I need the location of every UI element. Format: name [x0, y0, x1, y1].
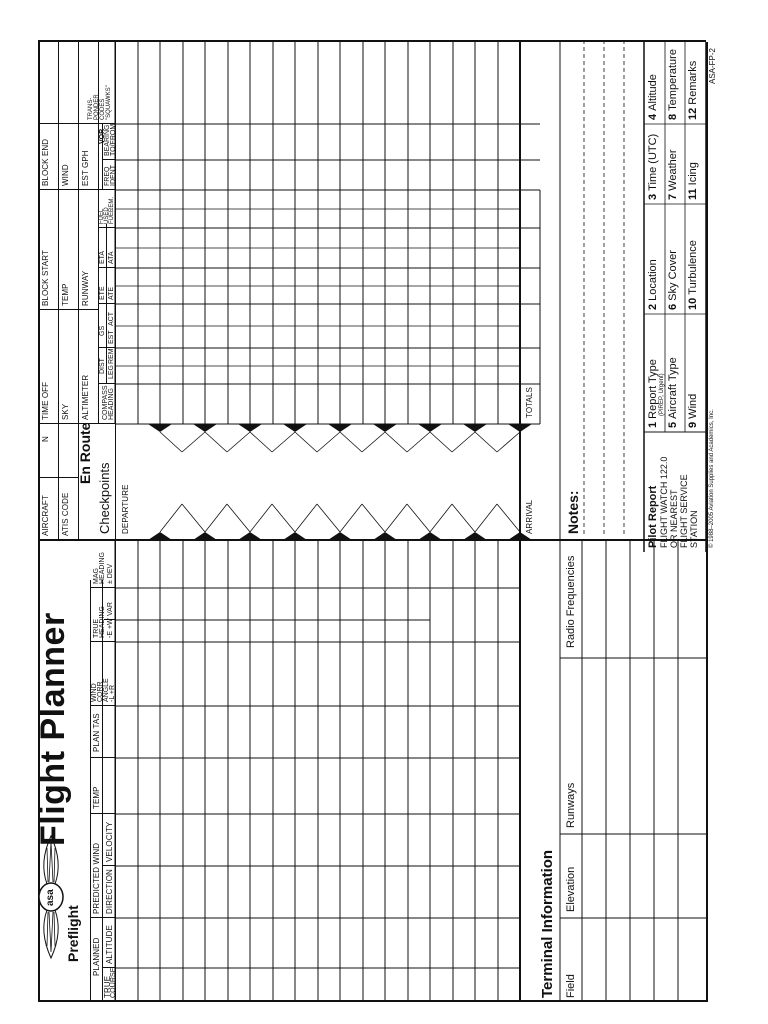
pirep-item-number: 6: [667, 300, 679, 310]
checkpoint-diagonal: [205, 432, 227, 452]
checkpoint-diagonal: [452, 504, 475, 532]
vor-label: VOR: [99, 128, 106, 144]
eta-label: ETA: [99, 250, 106, 264]
pirep-item-label: Report Type: [647, 359, 659, 419]
aircraft-label: AIRCRAFT: [41, 495, 50, 536]
checkpoint-diagonal: [430, 504, 452, 532]
checkpoints-label: Checkpoints: [97, 462, 112, 534]
checkpoint-diagonal: [475, 432, 497, 452]
pirep-item-label: Temperature: [667, 49, 679, 111]
arrival-label: ARRIVAL: [525, 499, 534, 534]
checkpoint-arrow-icon: [418, 424, 442, 432]
pirep-item: [668, 149, 679, 200]
pirep-item: [648, 259, 659, 310]
velocity-label: VELOCITY: [105, 821, 114, 862]
checkpoint-arrow-icon: [373, 532, 397, 540]
pirep-item: [648, 134, 659, 200]
pirep-item-number: 2: [647, 300, 659, 310]
departure-label: DEPARTURE: [121, 484, 130, 534]
compass-heading-label-2: HEADING: [108, 388, 115, 420]
totals-label: TOTALS: [525, 387, 534, 418]
copyright: © 1988–2005 Aviation Supplies and Academics, Inc.: [709, 409, 715, 548]
checkpoint-diagonal: [385, 432, 407, 452]
time-off-label: TIME OFF: [41, 381, 50, 420]
pilot-report-line-4: STATION: [689, 510, 699, 548]
mag-heading-label-2: HEADING: [99, 552, 106, 584]
pirep-item-number: 5: [667, 418, 679, 428]
checkpoint-diagonal: [362, 504, 385, 532]
ete-label: ETE: [99, 286, 106, 300]
checkpoint-arrow-icon: [373, 424, 397, 432]
dev-label: ± DEV: [107, 563, 114, 584]
notes-label: Notes:: [565, 490, 581, 534]
preflight-heading: Preflight: [65, 905, 81, 962]
pirep-item-sublabel: (PIREP, Urgent): [659, 373, 665, 416]
checkpoint-diagonal: [272, 504, 295, 532]
checkpoint-diagonal: [430, 432, 452, 452]
pirep-item-number: 11: [687, 185, 699, 200]
true-heading-label-2: HEADING: [99, 606, 106, 638]
compass-heading-label-1: COMPASS: [102, 385, 109, 420]
true-course-label-1: TRUE: [103, 975, 112, 998]
checkpoint-arrow-icon: [193, 532, 217, 540]
checkpoint-arrow-icon: [283, 532, 307, 540]
checkpoint-arrow-icon: [508, 424, 532, 432]
temp-label: TEMP: [92, 786, 101, 809]
freq-label: FREQ: [104, 166, 111, 186]
plan-tas-label: PLAN TAS: [92, 713, 101, 752]
pirep-item-number: 1: [647, 418, 659, 428]
var-label: VAR: [107, 602, 114, 616]
pirep-item-label: Altitude: [647, 74, 659, 111]
est-label: EST: [108, 330, 115, 344]
fuel-used-label-2: USED: [104, 207, 110, 224]
n-label: N: [41, 436, 50, 442]
checkpoint-diagonal: [317, 432, 340, 452]
planned-label: PLANNED: [92, 937, 101, 976]
altimeter-label: ALTIMETER: [81, 374, 90, 420]
checkpoint-diagonal: [362, 432, 385, 452]
var-sign-label: -E +W: [107, 618, 114, 638]
runway-label: RUNWAY: [81, 270, 90, 306]
en-route-heading: En Route: [77, 422, 93, 484]
checkpoint-diagonal: [182, 504, 205, 532]
pirep-item: [688, 394, 699, 428]
true-course-label-2: COURSE: [110, 967, 117, 998]
checkpoint-arrow-icon: [148, 424, 172, 432]
ata-label: ATA: [108, 251, 115, 264]
pirep-item-label: Turbulence: [687, 240, 699, 295]
checkpoint-diagonal: [340, 504, 362, 532]
pirep-item-label: Wind: [687, 393, 699, 419]
pirep-item: [648, 74, 659, 120]
checkpoint-diagonal: [475, 504, 497, 532]
transponder-label-2: PONDER: [94, 94, 100, 120]
checkpoint-diagonal: [160, 432, 182, 452]
checkpoint-diagonal: [160, 504, 182, 532]
checkpoint-diagonal: [205, 504, 227, 532]
act-label: ACT: [108, 312, 115, 326]
pirep-item-number: 4: [647, 110, 659, 120]
pirep-item-number: 7: [667, 190, 679, 200]
pirep-item-number: 8: [667, 110, 679, 120]
pirep-item: [688, 162, 699, 200]
pirep-item-number: 12: [687, 104, 699, 120]
block-end-label: BLOCK END: [41, 138, 50, 186]
sky-label: SKY: [61, 403, 70, 420]
est-gph-label: EST GPH: [81, 150, 90, 186]
predicted-wind-label: PREDICTED WIND: [92, 842, 101, 914]
checkpoint-diagonal: [497, 432, 520, 452]
pirep-item: [668, 49, 679, 120]
to-from-label: TO/FROM: [110, 123, 117, 156]
pirep-item-number: 10: [687, 294, 699, 310]
transponder-label-4: "SQUAWKS": [106, 85, 112, 120]
pilot-report-line-1: FLIGHT WATCH 122.0: [659, 456, 669, 548]
ate-label: ATE: [108, 286, 115, 300]
terminal-info-heading: Terminal Information: [539, 849, 556, 998]
checkpoint-diagonal: [250, 432, 272, 452]
pirep-item-number: 9: [687, 418, 699, 428]
pirep-item-label: Weather: [667, 149, 679, 191]
fuel-rem-label-2: REM.: [109, 197, 115, 212]
pirep-item-label: Sky Cover: [667, 250, 679, 301]
checkpoint-arrow-icon: [193, 424, 217, 432]
wind-info-label: WIND: [61, 164, 70, 186]
checkpoint-diagonal: [385, 504, 407, 532]
gs-label: GS: [99, 325, 106, 336]
checkpoint-diagonal: [182, 432, 205, 452]
leg-label: LEG: [108, 364, 115, 379]
block-start-label: BLOCK START: [41, 250, 50, 306]
pirep-item-label: Location: [647, 259, 659, 301]
checkpoint-arrow-icon: [283, 424, 307, 432]
wind-corr-label-3: ANGLE: [103, 678, 110, 702]
wind-corr-label-1: WIND: [91, 683, 98, 702]
checkpoint-arrow-icon: [238, 532, 262, 540]
wind-corr-label-2: CORR: [97, 681, 104, 702]
checkpoint-diagonal: [295, 504, 317, 532]
checkpoint-diagonal: [317, 504, 340, 532]
checkpoint-arrow-icon: [463, 532, 487, 540]
dist-label: DIST: [99, 358, 106, 374]
checkpoint-arrow-icon: [328, 532, 352, 540]
checkpoint-diagonal: [407, 504, 430, 532]
pirep-item: [688, 240, 699, 310]
logo-text: asa: [45, 889, 56, 906]
rem-label: REM: [108, 348, 115, 364]
checkpoint-diagonal: [227, 504, 250, 532]
checkpoint-arrow-icon: [148, 532, 172, 540]
checkpoint-diagonal: [340, 432, 362, 452]
pirep-item: [668, 250, 679, 310]
transponder-label-1: TRANS-: [88, 97, 94, 120]
bearing-label: BEARING: [104, 124, 111, 156]
wind-corr-label-4: -L +R: [109, 684, 116, 702]
atis-code-label: ATIS CODE: [61, 492, 70, 536]
pirep-item-number: 3: [647, 190, 659, 200]
mag-heading-label-1: MAG: [93, 568, 100, 584]
transponder-label-3: CODES: [100, 98, 106, 120]
runways-col-header: Runways: [565, 782, 577, 828]
pirep-item: [688, 61, 699, 120]
elevation-col-header: Elevation: [565, 866, 577, 912]
pilot-report-line-2: OR NEAREST: [669, 489, 679, 548]
field-col-header: Field: [565, 974, 577, 998]
temp-info-label: TEMP: [61, 283, 70, 306]
pirep-item-label: Remarks: [687, 60, 699, 105]
fuel-rem-label-1: FUEL: [109, 208, 115, 224]
checkpoint-diagonal: [452, 432, 475, 452]
checkpoint-diagonal: [295, 432, 317, 452]
pilot-report-line-3: FLIGHT SERVICE: [679, 474, 689, 548]
checkpoint-diagonal: [497, 504, 520, 532]
pirep-item: [668, 357, 679, 428]
form-id: ASA-FP-2: [708, 47, 717, 84]
checkpoint-diagonal: [272, 432, 295, 452]
checkpoint-diagonal: [407, 432, 430, 452]
page-title: Flight Planner: [34, 612, 72, 846]
checkpoint-diagonal: [227, 432, 250, 452]
ident-label: IDENT: [110, 165, 117, 186]
pilot-report-title: Pilot Report: [647, 485, 659, 548]
true-heading-label-1: TRUE: [93, 618, 100, 638]
altitude-label: ALTITUDE: [105, 925, 114, 964]
checkpoint-arrow-icon: [418, 532, 442, 540]
fuel-used-label-1: FUEL: [99, 208, 105, 224]
checkpoint-arrow-icon: [238, 424, 262, 432]
direction-label: DIRECTION: [105, 869, 114, 914]
checkpoint-arrow-icon: [328, 424, 352, 432]
checkpoint-diagonal: [250, 504, 272, 532]
checkpoint-arrow-icon: [463, 424, 487, 432]
pirep-item: [648, 359, 665, 428]
pirep-item-label: Icing: [687, 162, 699, 186]
pirep-item-label: Aircraft Type: [667, 357, 679, 419]
radio-frequencies-col-header: Radio Frequencies: [565, 555, 577, 648]
pirep-item-label: Time (UTC): [647, 133, 659, 191]
